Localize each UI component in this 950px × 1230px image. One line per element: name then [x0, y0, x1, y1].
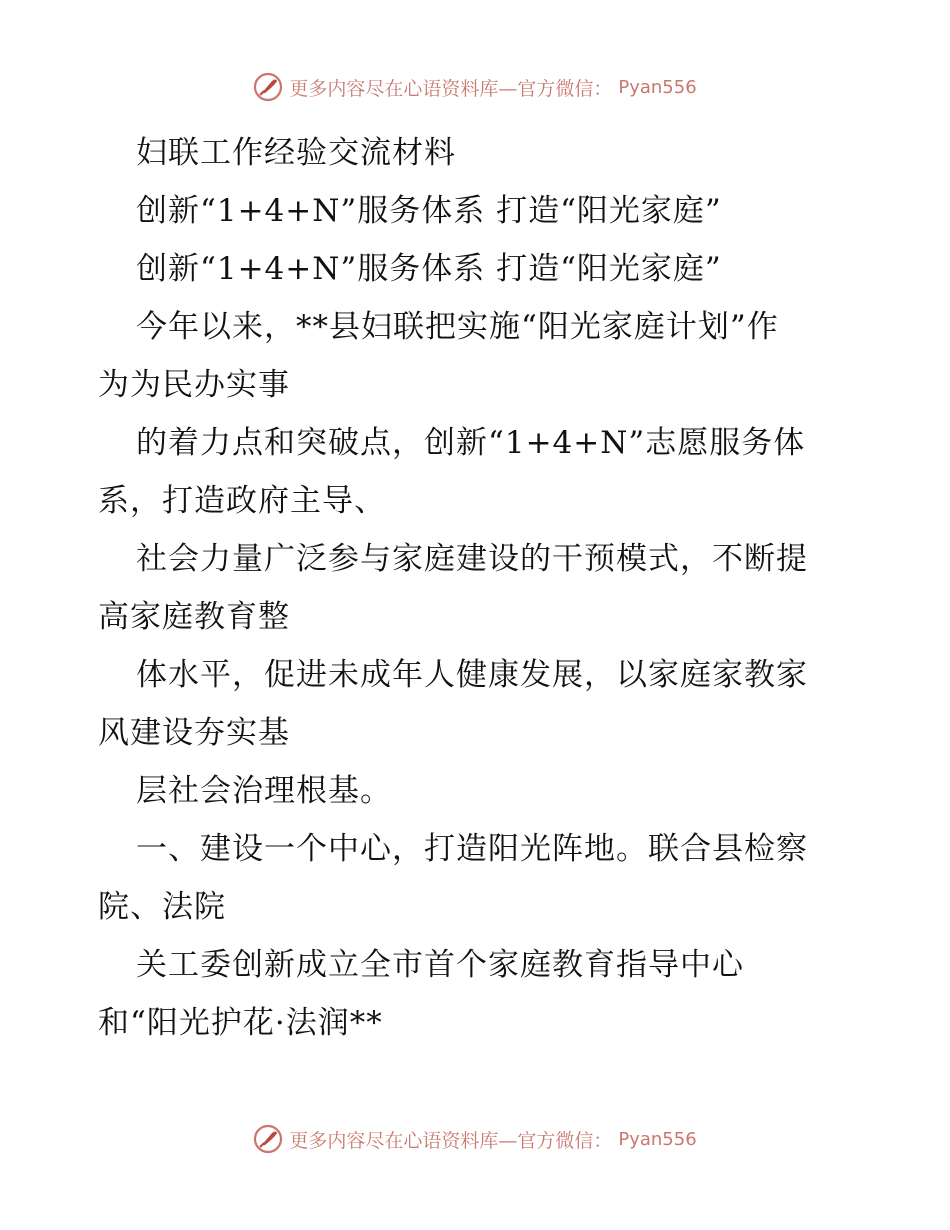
paragraph-line: 和“阳光护花·法润**	[98, 1005, 383, 1041]
paragraph-line: 体水平，促进未成年人健康发展，以家庭家教家	[136, 657, 808, 693]
document-body	[98, 124, 858, 1052]
paragraph-line: 高家庭教育整	[98, 599, 290, 635]
header-watermark	[0, 72, 950, 102]
paragraph-line: 关工委创新成立全市首个家庭教育指导中心	[136, 947, 744, 983]
paragraph-line: 层社会治理根基。	[136, 773, 392, 809]
paragraph-line: 一、建设一个中心，打造阳光阵地。联合县检察	[136, 831, 808, 867]
paragraph-line: 系，打造政府主导、	[98, 483, 386, 519]
quill-logo-icon	[253, 1124, 283, 1154]
paragraph-line: 院、法院	[98, 889, 226, 925]
paragraph-line: 风建设夯实基	[98, 715, 290, 751]
paragraph-line: 为为民办实事	[98, 367, 290, 403]
doc-subtitle: 创新“1+4+N”服务体系 打造“阳光家庭”	[136, 193, 722, 229]
doc-title: 妇联工作经验交流材料	[136, 135, 456, 171]
watermark-contact: Pyan556	[618, 76, 697, 98]
paragraph-line: 的着力点和突破点，创新“1+4+N”志愿服务体	[136, 425, 806, 461]
quill-logo-icon	[253, 72, 283, 102]
paragraph-line: 社会力量广泛参与家庭建设的干预模式，不断提	[136, 541, 808, 577]
watermark-text: 更多内容尽在心语资料库—官方微信：	[289, 1129, 613, 1152]
watermark-contact: Pyan556	[618, 1128, 697, 1150]
footer-watermark	[0, 1124, 950, 1154]
doc-subtitle-repeat: 创新“1+4+N”服务体系 打造“阳光家庭”	[136, 251, 722, 287]
watermark-text: 更多内容尽在心语资料库—官方微信：	[289, 77, 613, 100]
paragraph-line: 今年以来，**县妇联把实施“阳光家庭计划”作	[136, 309, 779, 345]
